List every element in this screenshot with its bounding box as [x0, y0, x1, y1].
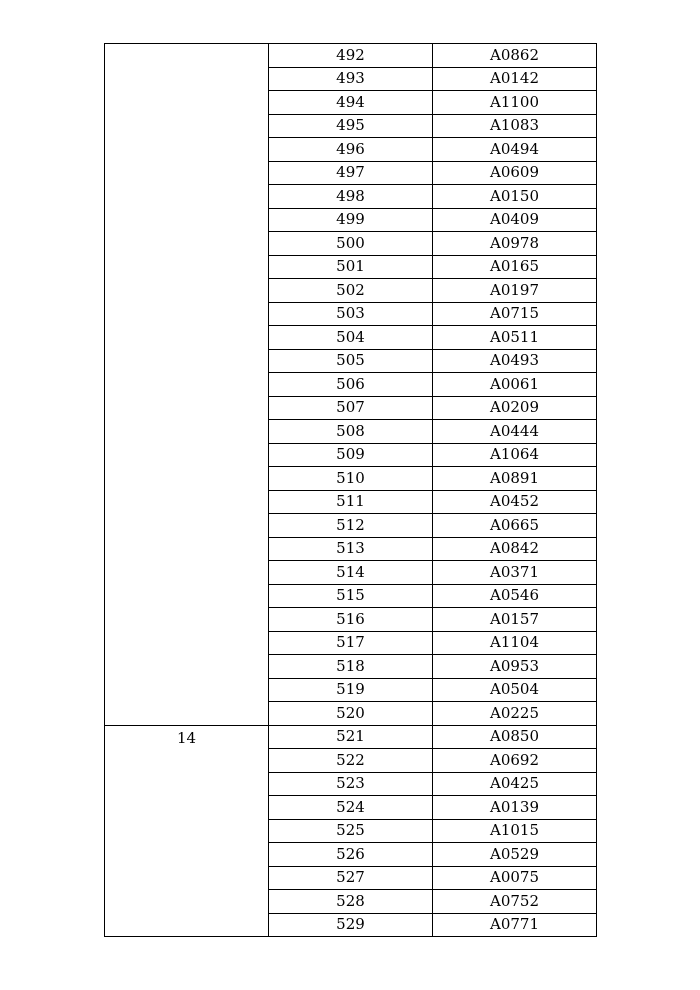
code-cell: A0225	[433, 702, 597, 726]
code-cell: A0075	[433, 866, 597, 890]
code-cell: A0511	[433, 326, 597, 350]
number-cell: 495	[269, 114, 433, 138]
number-cell: 529	[269, 913, 433, 937]
number-cell: 523	[269, 772, 433, 796]
number-cell: 513	[269, 537, 433, 561]
code-cell: A0444	[433, 420, 597, 444]
group-label-cell	[105, 44, 269, 726]
code-cell: A0953	[433, 655, 597, 679]
number-cell: 514	[269, 561, 433, 585]
number-cell: 528	[269, 890, 433, 914]
code-cell: A0692	[433, 749, 597, 773]
code-cell: A0409	[433, 208, 597, 232]
code-cell: A0715	[433, 302, 597, 326]
number-cell: 509	[269, 443, 433, 467]
number-cell: 492	[269, 44, 433, 68]
number-cell: 500	[269, 232, 433, 256]
number-cell: 501	[269, 255, 433, 279]
code-cell: A0862	[433, 44, 597, 68]
code-cell: A0665	[433, 514, 597, 538]
number-cell: 496	[269, 138, 433, 162]
table-row	[105, 725, 597, 749]
number-cell: 511	[269, 490, 433, 514]
code-cell: A0150	[433, 185, 597, 209]
code-cell: A0157	[433, 608, 597, 632]
table-body	[105, 44, 597, 937]
code-cell: A0546	[433, 584, 597, 608]
number-cell: 497	[269, 161, 433, 185]
code-cell: A0771	[433, 913, 597, 937]
code-cell: A0142	[433, 67, 597, 91]
number-cell: 512	[269, 514, 433, 538]
number-cell: 498	[269, 185, 433, 209]
code-cell: A1015	[433, 819, 597, 843]
number-cell: 507	[269, 396, 433, 420]
code-cell: A0425	[433, 772, 597, 796]
code-cell: A1100	[433, 91, 597, 115]
code-cell: A0842	[433, 537, 597, 561]
number-cell: 515	[269, 584, 433, 608]
code-cell: A0494	[433, 138, 597, 162]
group-label-cell: 14	[105, 725, 269, 937]
code-cell: A1064	[433, 443, 597, 467]
code-cell: A0609	[433, 161, 597, 185]
code-cell: A0452	[433, 490, 597, 514]
number-cell: 502	[269, 279, 433, 303]
code-cell: A0371	[433, 561, 597, 585]
number-cell: 504	[269, 326, 433, 350]
number-cell: 526	[269, 843, 433, 867]
number-cell: 524	[269, 796, 433, 820]
number-cell: 503	[269, 302, 433, 326]
number-cell: 525	[269, 819, 433, 843]
number-cell: 518	[269, 655, 433, 679]
code-cell: A0197	[433, 279, 597, 303]
number-cell: 522	[269, 749, 433, 773]
code-cell: A0978	[433, 232, 597, 256]
code-cell: A0504	[433, 678, 597, 702]
number-cell: 508	[269, 420, 433, 444]
number-cell: 520	[269, 702, 433, 726]
code-cell: A0752	[433, 890, 597, 914]
number-cell: 510	[269, 467, 433, 491]
number-cell: 506	[269, 373, 433, 397]
code-cell: A1104	[433, 631, 597, 655]
number-cell: 517	[269, 631, 433, 655]
code-cell: A0891	[433, 467, 597, 491]
number-cell: 527	[269, 866, 433, 890]
number-cell: 516	[269, 608, 433, 632]
code-cell: A1083	[433, 114, 597, 138]
number-cell: 505	[269, 349, 433, 373]
code-cell: A0209	[433, 396, 597, 420]
code-cell: A0850	[433, 725, 597, 749]
code-cell: A0493	[433, 349, 597, 373]
number-cell: 519	[269, 678, 433, 702]
code-cell: A0529	[433, 843, 597, 867]
number-cell: 521	[269, 725, 433, 749]
code-cell: A0139	[433, 796, 597, 820]
code-cell: A0061	[433, 373, 597, 397]
assignment-table	[104, 43, 597, 937]
code-cell: A0165	[433, 255, 597, 279]
number-cell: 494	[269, 91, 433, 115]
number-cell: 499	[269, 208, 433, 232]
number-cell: 493	[269, 67, 433, 91]
table-row	[105, 44, 597, 68]
